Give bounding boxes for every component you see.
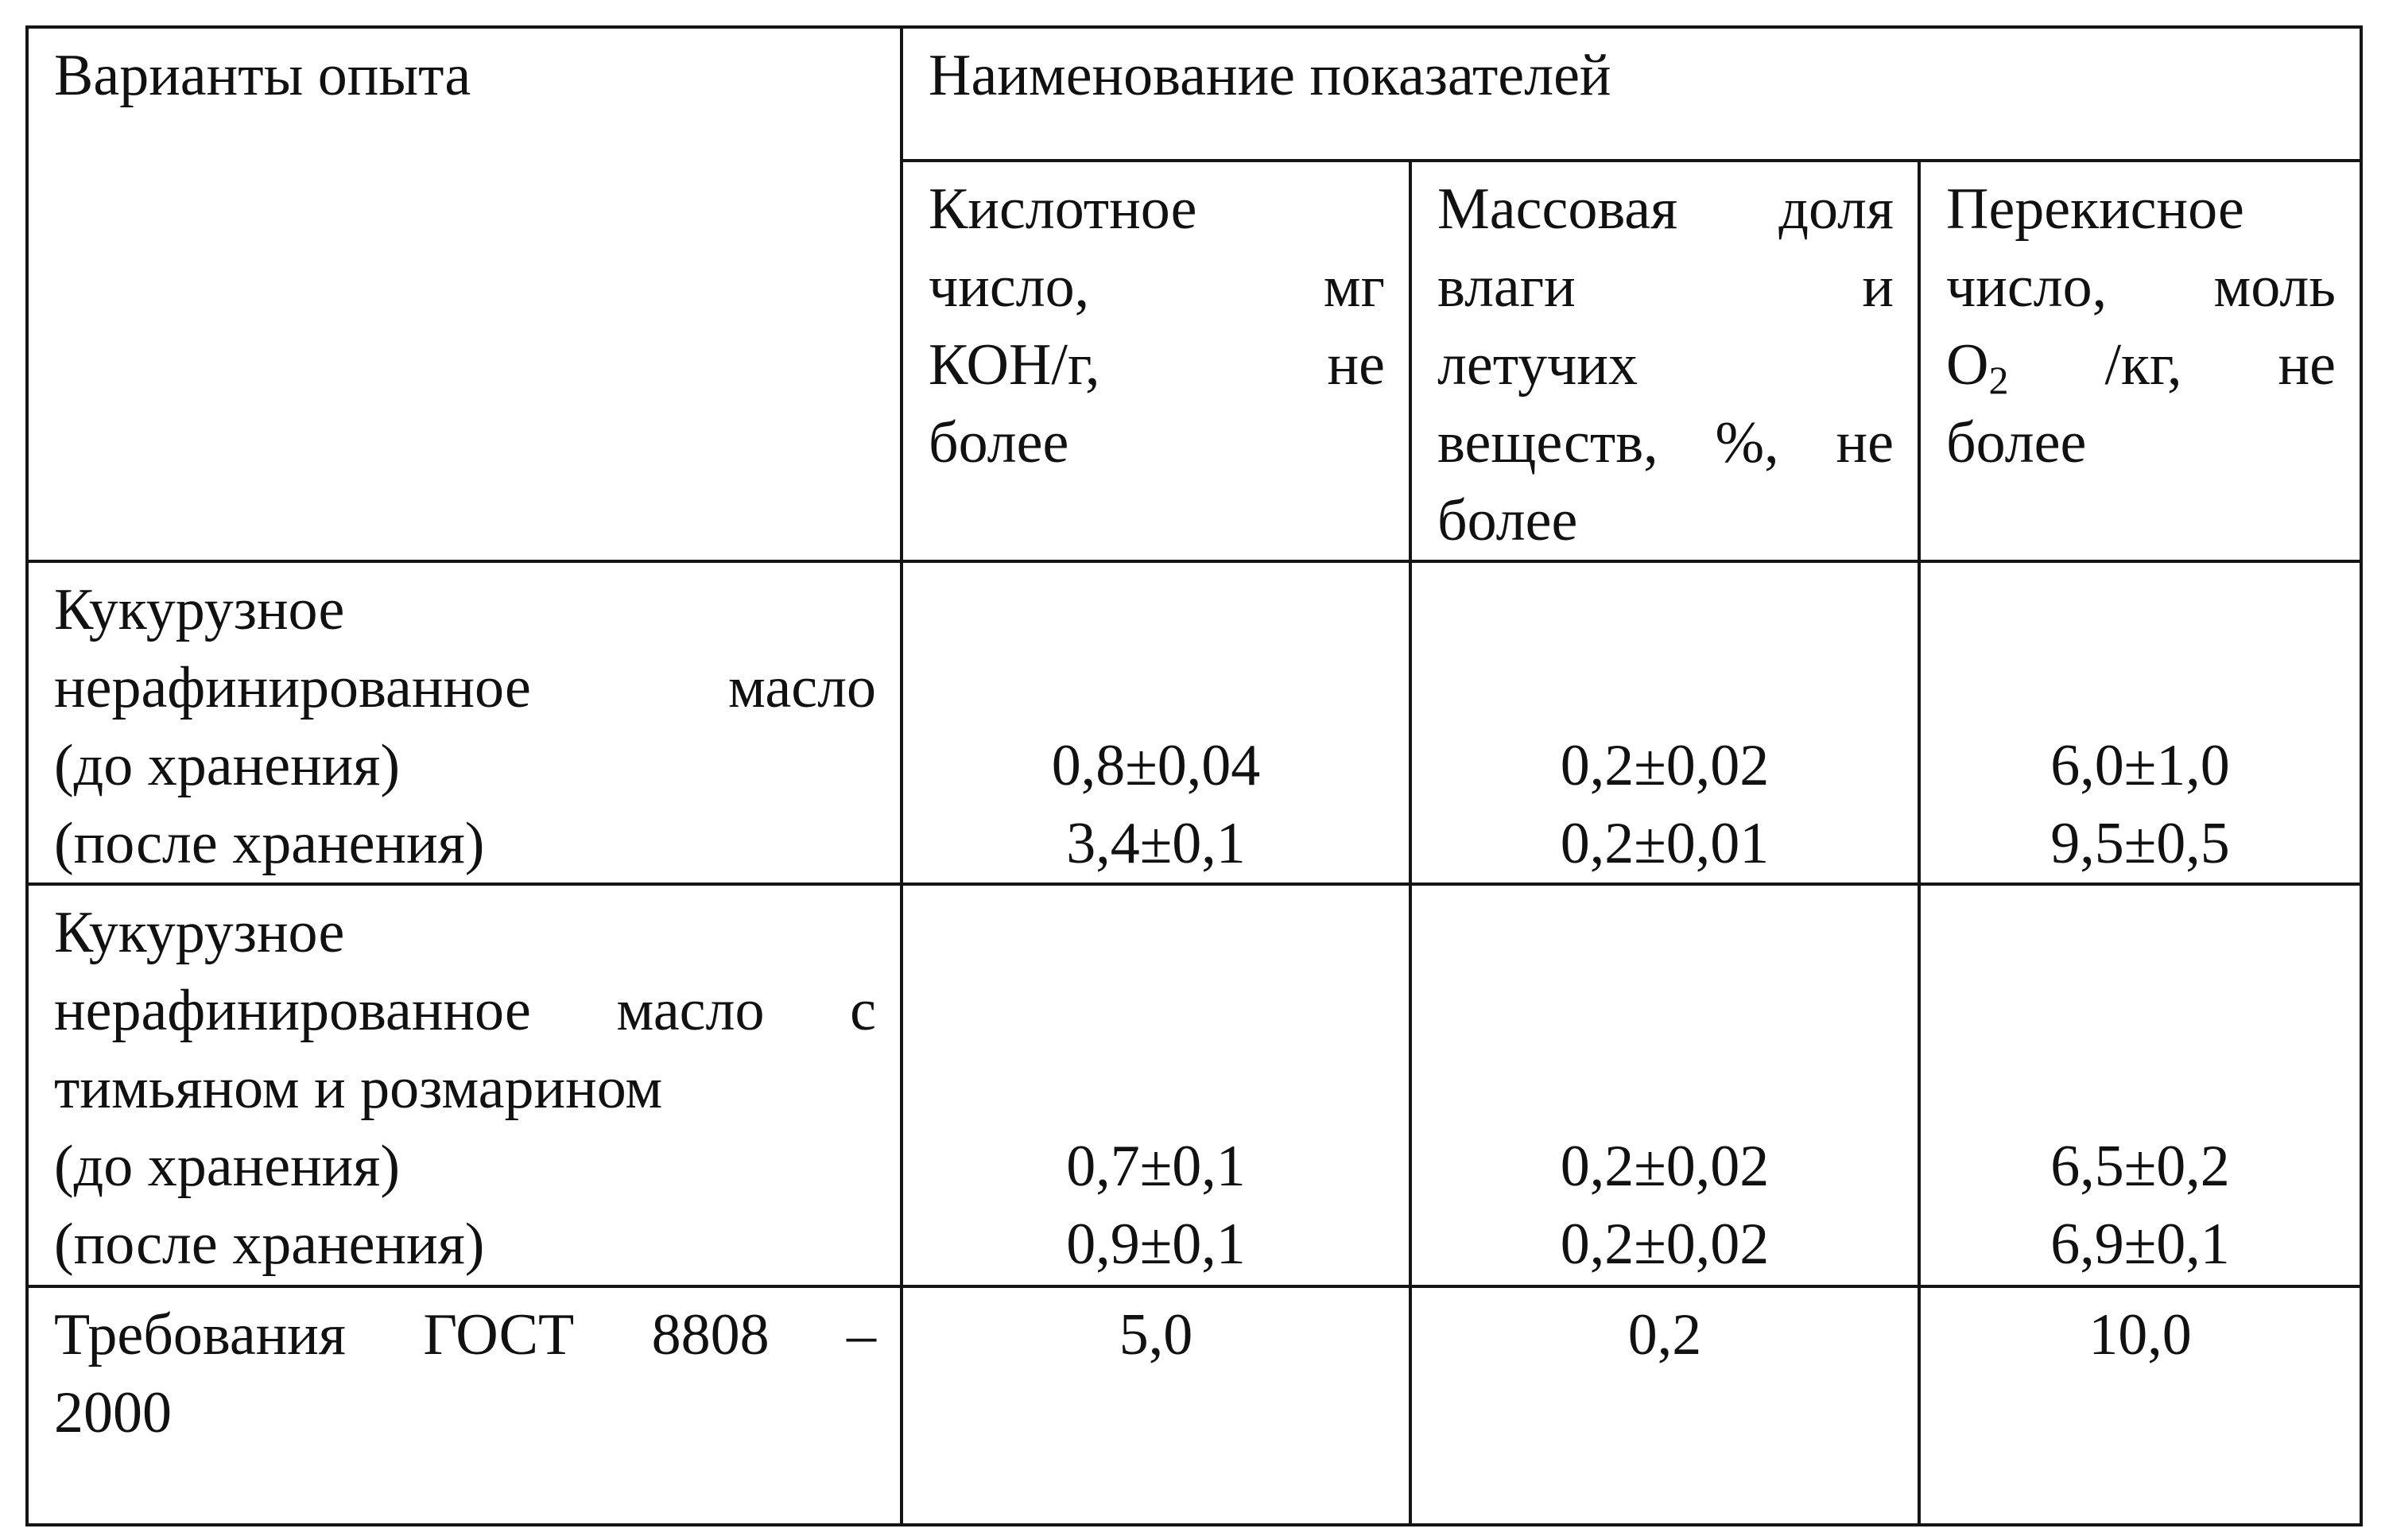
header-variants-label: Варианты опыта [54,43,471,108]
header-indicators-cell [902,27,2361,161]
header-acid-label [903,162,1409,482]
row-name [29,886,900,1283]
moisture-value-before: 0,2±0,02 [1560,733,1770,798]
row-name-line: (после хранения) [54,1212,485,1277]
header-acid-line: число, мг [929,254,1385,320]
gost-name [29,1288,900,1452]
moisture-value-before: 0,2±0,02 [1560,1134,1770,1199]
gost-moisture-cell [1410,1286,1919,1525]
gost-moisture-value: 0,2 [1627,1302,1702,1367]
oil-quality-table [25,25,2363,1526]
header-acid-line: Кислотное [929,176,1197,242]
header-peroxide-cell [1919,161,2361,561]
moisture-value-after: 0,2±0,02 [1560,1212,1770,1277]
peroxide-value-before: 6,0±1,0 [2050,733,2230,798]
row-name-line: нерафинированное масло [54,655,876,720]
peroxide-value-before: 6,5±0,2 [2050,1134,2230,1199]
row-name-line: (до хранения) [54,733,400,798]
peroxide-value-cell [1919,561,2361,884]
peroxide-value-after: 6,9±0,1 [2050,1212,2230,1277]
gost-acid-cell [902,1286,1410,1525]
row-name-line: нерафинированное масло с [54,978,876,1043]
acid-value-after: 0,9±0,1 [1066,1212,1246,1277]
gost-row [27,1286,2361,1525]
header-moisture-label [1412,162,1918,560]
row-name-cell [27,884,902,1286]
gost-name-line: Требования ГОСТ 8808 – [54,1302,876,1367]
row-name-line: Кукурузное [54,577,345,642]
oxygen-symbol: O [1946,332,1989,398]
header-moisture-line: Массовая доля [1437,176,1894,242]
peroxide-value-after: 9,5±0,5 [2050,811,2230,876]
row-name [29,563,900,882]
acid-value-after: 3,4±0,1 [1066,811,1246,876]
row-name-line: (до хранения) [54,1134,400,1199]
gost-name-line: 2000 [54,1380,172,1445]
moisture-value-cell [1410,884,1919,1286]
header-variants-cell [27,27,902,561]
header-peroxide-line: более [1946,410,2087,475]
gost-name-cell [27,1286,902,1525]
header-acid-line: более [929,410,1069,475]
header-moisture-line: веществ, %, не [1437,410,1894,475]
row-name-line: Кукурузное [54,900,345,965]
gost-peroxide-cell [1919,1286,2361,1525]
header-indicators-label: Наименование показателей [929,43,1611,108]
gost-peroxide-value: 10,0 [2088,1302,2192,1367]
acid-value-cell [902,561,1410,884]
oxygen-subscript: 2 [1988,358,2009,402]
gost-acid-value: 5,0 [1119,1302,1193,1367]
header-moisture-line: влаги и [1437,254,1894,320]
header-moisture-line: летучих [1437,332,1638,398]
header-moisture-line: более [1437,488,1578,553]
acid-value-cell [902,884,1410,1286]
header-acid-cell [902,161,1410,561]
row-name-cell [27,561,902,884]
header-peroxide-line: число, моль [1946,254,2336,320]
moisture-value-cell [1410,561,1919,884]
acid-value-before: 0,8±0,04 [1051,733,1261,798]
header-peroxide-label [1921,162,2360,482]
header-moisture-cell [1410,161,1919,561]
moisture-value-after: 0,2±0,01 [1560,811,1770,876]
acid-value-before: 0,7±0,1 [1066,1134,1246,1199]
row-name-line: тимьяном и розмарином [54,1056,663,1121]
header-row-1 [27,27,2361,161]
header-peroxide-line-o2 [1946,326,2336,404]
row-name-line: (после хранения) [54,811,485,876]
header-peroxide-unit: /кг, не [2008,332,2336,398]
peroxide-value-cell [1919,884,2361,1286]
header-acid-line: КОН/г, не [929,332,1385,398]
table-row [27,561,2361,884]
header-peroxide-line: Перекисное [1946,176,2244,242]
table-row [27,884,2361,1286]
